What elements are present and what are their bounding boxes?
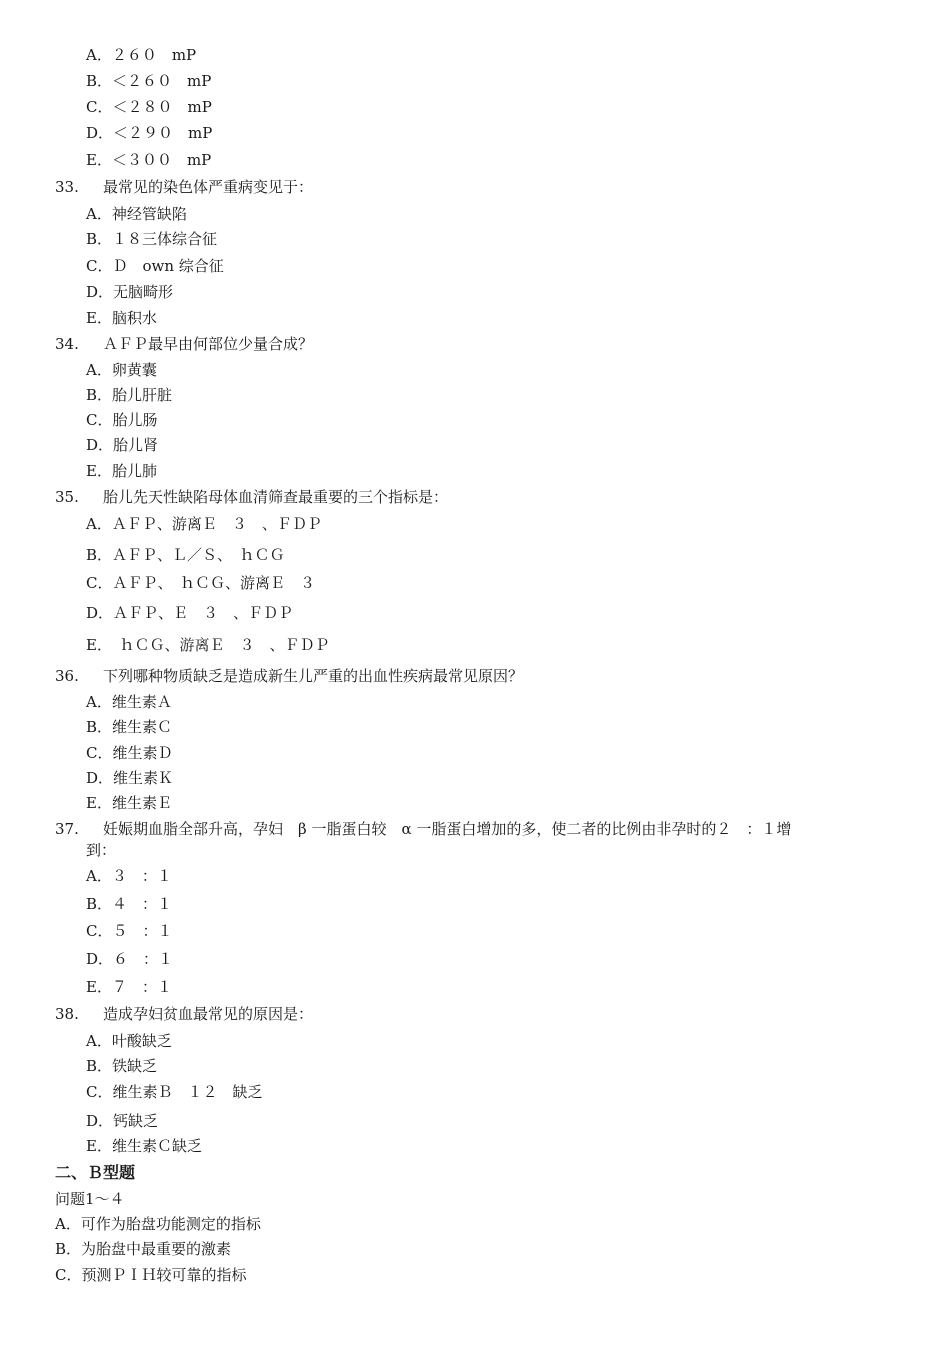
question-37 (55, 819, 791, 839)
option-36e: E．维生素Ｅ (86, 794, 172, 812)
option-33b: B．１８三体综合征 (86, 230, 218, 248)
option-32e: E．＜３００ mP (86, 151, 212, 169)
option-32a: A．２６０ mP (86, 46, 197, 64)
option-37a: A．３ ：１ (86, 867, 172, 885)
option-34d: D．胎儿肾 (86, 436, 159, 454)
option-38e: E．维生素Ｃ缺乏 (86, 1137, 202, 1155)
option-35c: C．ＡＦＰ、 ｈＣＧ、游离Ｅ ３ (86, 574, 315, 592)
option-b-a: A．可作为胎盘功能测定的指标 (55, 1215, 261, 1233)
question-text: 胎儿先天性缺陷母体血清筛查最重要的三个指标是： (103, 488, 449, 506)
question-35 (55, 487, 448, 507)
question-text: 下列哪种物质缺乏是造成新生儿严重的出血性疾病最常见原因？ (103, 667, 524, 685)
question-text: 造成孕妇贫血最常见的原因是： (103, 1005, 314, 1023)
question-number: 33. (55, 178, 79, 196)
option-35d: D．ＡＦＰ、Ｅ ３ 、ＦＤＰ (86, 604, 294, 622)
option-34b: B．胎儿肝脏 (86, 386, 173, 404)
question-text: ＡＦＰ最早由何部位少量合成？ (103, 335, 314, 353)
option-35a: A．ＡＦＰ、游离Ｅ ３ 、ＦＤＰ (86, 515, 322, 533)
option-37b: B．４ ：１ (86, 895, 173, 913)
option-32d: D．＜２９０ mP (86, 124, 213, 142)
question-text: 最常见的染色体严重病变见于： (103, 178, 314, 196)
question-number: 37. (55, 820, 79, 838)
option-33a: A．神经管缺陷 (86, 205, 187, 223)
option-34e: E．胎儿肺 (86, 462, 157, 480)
question-group-label: 问题1～４ (55, 1190, 125, 1208)
option-36a: A．维生素Ａ (86, 693, 172, 711)
option-38c: C．维生素Ｂ １２ 缺乏 (86, 1083, 263, 1101)
option-b-b: B．为胎盘中最重要的激素 (55, 1240, 232, 1258)
question-34 (55, 334, 313, 354)
option-33d: D．无脑畸形 (86, 283, 174, 301)
option-38d: D．钙缺乏 (86, 1112, 159, 1130)
option-33e: E．脑积水 (86, 309, 157, 327)
option-34c: C．胎儿肠 (86, 411, 158, 429)
option-37e: E．７ ：１ (86, 978, 172, 996)
question-33 (55, 177, 313, 197)
option-33c: C．Ｄ own 综合征 (86, 257, 224, 275)
question-text: 妊娠期血脂全部升高，孕妇 β 一脂蛋白较 α 一脂蛋白增加的多，使二者的比例由非孕时的２ ：１增 (103, 820, 792, 838)
question-38 (55, 1004, 313, 1024)
question-36 (55, 666, 523, 686)
option-32c: C．＜２８０ mP (86, 98, 212, 116)
question-number: 35. (55, 488, 79, 506)
option-32b: B．＜２６０ mP (86, 72, 212, 90)
question-37-continuation: 到： (86, 841, 117, 859)
option-36b: B．维生素Ｃ (86, 718, 173, 736)
option-38a: A．叶酸缺乏 (86, 1032, 172, 1050)
option-36c: C．维生素Ｄ (86, 744, 173, 762)
question-number: 34. (55, 335, 79, 353)
question-number: 36. (55, 667, 79, 685)
section-heading: 二、Ｂ型题 (55, 1163, 136, 1182)
option-b-c: C．预测ＰＩＨ较可靠的指标 (55, 1266, 247, 1284)
option-35e: E． ｈＣＧ、游离Ｅ ３ 、ＦＤＰ (86, 636, 330, 654)
option-37c: C．５ ：１ (86, 922, 173, 940)
option-36d: D．维生素Ｋ (86, 769, 174, 787)
option-37d: D．６ ：１ (86, 950, 174, 968)
option-35b: B．ＡＦＰ、Ｌ／Ｓ、 ｈＣＧ (86, 546, 285, 564)
option-38b: B．铁缺乏 (86, 1057, 158, 1075)
option-34a: A．卵黄囊 (86, 361, 157, 379)
question-number: 38. (55, 1005, 79, 1023)
